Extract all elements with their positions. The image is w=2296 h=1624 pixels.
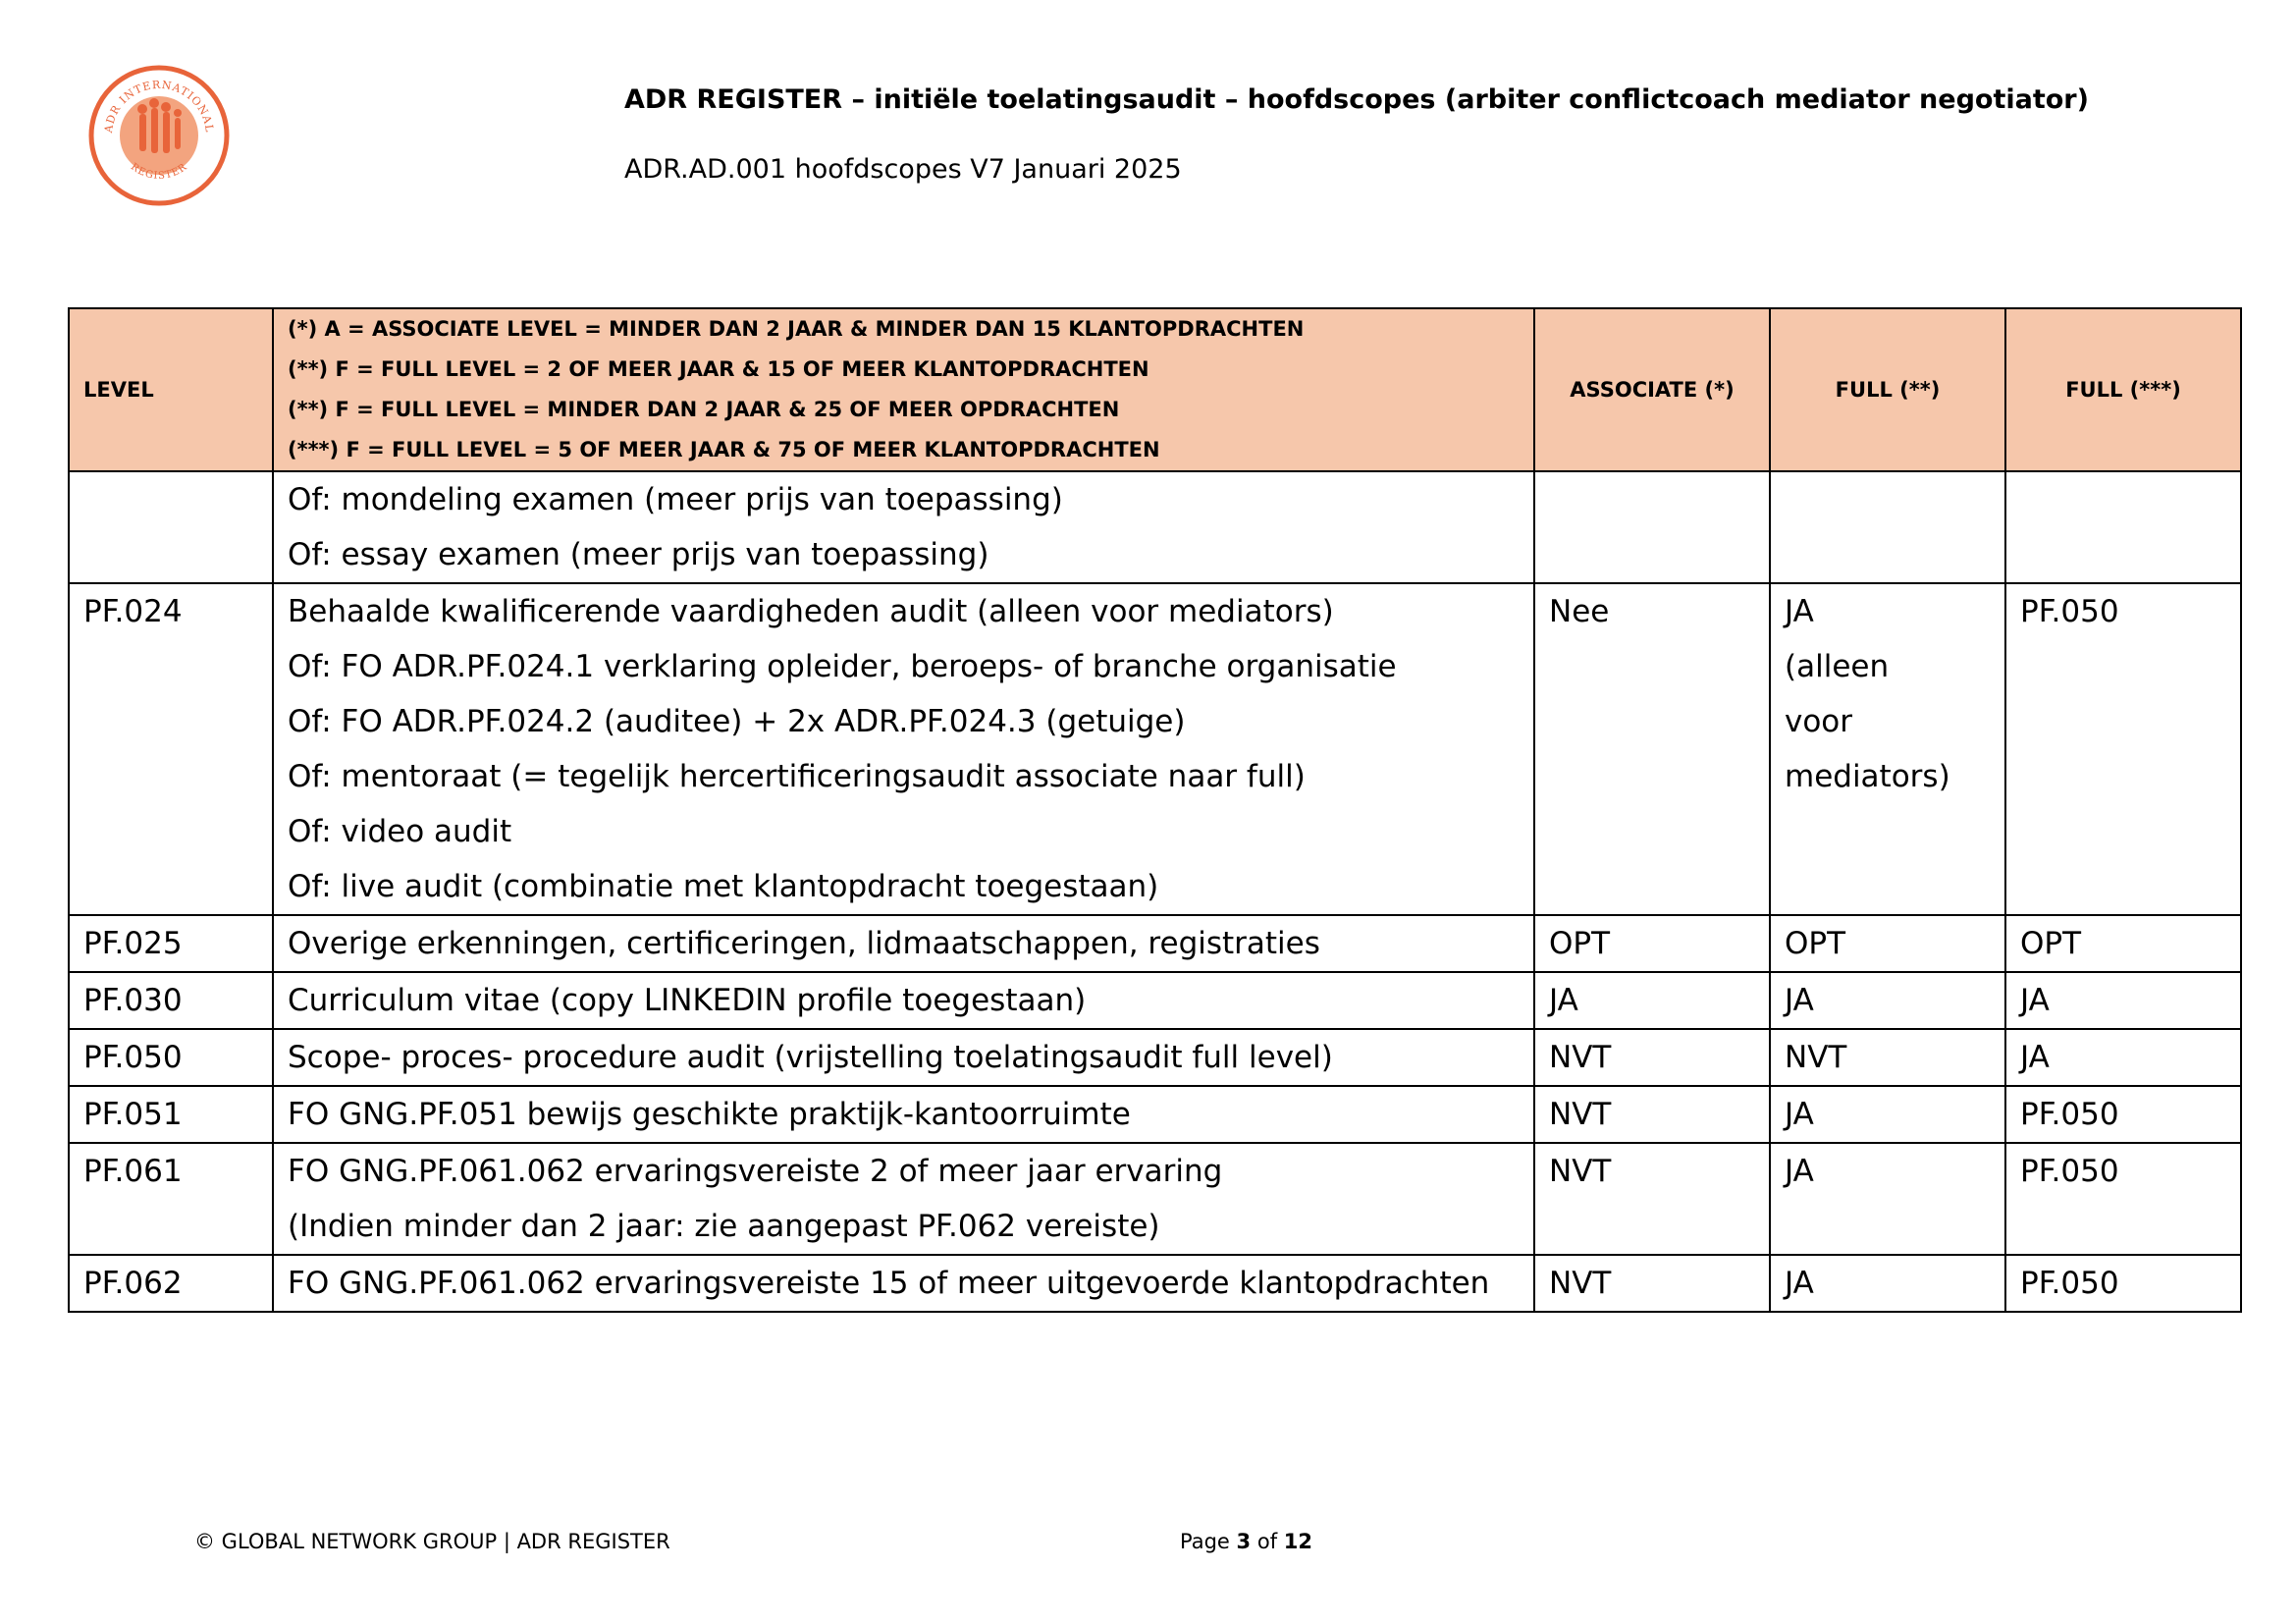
page-current: 3 (1236, 1530, 1252, 1553)
table-row (69, 1255, 2241, 1312)
logo-text-bottom: REGISTER (129, 161, 189, 182)
cell-level: PF.051 (69, 1086, 273, 1143)
cell-description: FO GNG.PF.061.062 ervaringsvereiste 15 of meer uitgevoerde klantopdrachten (273, 1255, 1534, 1312)
header-full-2: FULL (**) (1770, 308, 2005, 471)
description-line: Of: FO ADR.PF.024.2 (auditee) + 2x ADR.PF.024.3 (getuige) (288, 704, 1186, 739)
cell-full-2: JA (1770, 972, 2005, 1029)
logo-text-top: ADR INTERNATIONAL (101, 78, 217, 135)
cell-description (273, 1143, 1534, 1255)
legend-line: (**) F = FULL LEVEL = 2 OF MEER JAAR & 15 OF MEER KLANTOPDRACHTEN (288, 357, 1149, 381)
table-row (69, 1086, 2241, 1143)
cell-associate: NVT (1534, 1255, 1770, 1312)
table-row (69, 471, 2241, 583)
full-2-line: voor (1785, 704, 1853, 739)
cell-full-3: PF.050 (2005, 1255, 2241, 1312)
description-line: Of: essay examen (meer prijs van toepassing) (288, 537, 989, 572)
cell-full-3: JA (2005, 972, 2241, 1029)
cell-full-3: PF.050 (2005, 1143, 2241, 1255)
cell-level: PF.061 (69, 1143, 273, 1255)
cell-full-2: JA (1770, 1086, 2005, 1143)
table-row (69, 972, 2241, 1029)
cell-description: Overige erkenningen, certificeringen, lidmaatschappen, registraties (273, 915, 1534, 972)
cell-description: Scope- proces- procedure audit (vrijstelling toelatingsaudit full level) (273, 1029, 1534, 1086)
cell-full-3: OPT (2005, 915, 2241, 972)
cell-level: PF.025 (69, 915, 273, 972)
cell-full-2 (1770, 471, 2005, 583)
cell-associate: JA (1534, 972, 1770, 1029)
cell-description: Curriculum vitae (copy LINKEDIN profile toegestaan) (273, 972, 1534, 1029)
legend-line: (*) A = ASSOCIATE LEVEL = MINDER DAN 2 JAAR & MINDER DAN 15 KLANTOPDRACHTEN (288, 317, 1305, 341)
description-line: FO GNG.PF.061.062 ervaringsvereiste 2 of meer jaar ervaring (288, 1154, 1223, 1189)
description-line: Of: mentoraat (= tegelijk hercertificeringsaudit associate naar full) (288, 759, 1306, 794)
header-full-3: FULL (***) (2005, 308, 2241, 471)
page-total: 12 (1283, 1530, 1313, 1553)
cell-level: PF.050 (69, 1029, 273, 1086)
document-title: ADR REGISTER – initiële toelatingsaudit – hoofdscopes (arbiter conflictcoach mediator negotiator) (624, 84, 2089, 115)
document-subtitle: ADR.AD.001 hoofdscopes V7 Januari 2025 (624, 154, 1182, 185)
legend-line: (***) F = FULL LEVEL = 5 OF MEER JAAR & 75 OF MEER KLANTOPDRACHTEN (288, 438, 1160, 461)
description-line: Of: live audit (combinatie met klantopdracht toegestaan) (288, 869, 1159, 904)
cell-associate: NVT (1534, 1143, 1770, 1255)
full-2-line: mediators) (1785, 759, 1950, 794)
cell-level: PF.030 (69, 972, 273, 1029)
audit-requirements-table (68, 307, 2242, 1313)
description-line: Of: video audit (288, 814, 512, 849)
cell-associate: Nee (1534, 583, 1770, 915)
cell-description: FO GNG.PF.051 bewijs geschikte praktijk-kantoorruimte (273, 1086, 1534, 1143)
adr-international-register-logo (86, 63, 232, 208)
full-2-line: JA (1785, 594, 1814, 629)
cell-full-3: PF.050 (2005, 583, 2241, 915)
cell-level (69, 471, 273, 583)
table-header-row (69, 308, 2241, 471)
table-row (69, 1143, 2241, 1255)
cell-description (273, 471, 1534, 583)
description-line: Behaalde kwalificerende vaardigheden audit (alleen voor mediators) (288, 594, 1334, 629)
cell-full-2: JA (1770, 1143, 2005, 1255)
page-label: Page (1180, 1530, 1230, 1553)
header-level: LEVEL (69, 308, 273, 471)
footer-page-number (1180, 1530, 1312, 1553)
cell-level: PF.024 (69, 583, 273, 915)
cell-associate: NVT (1534, 1086, 1770, 1143)
table-row (69, 1029, 2241, 1086)
cell-full-2: OPT (1770, 915, 2005, 972)
full-2-line: (alleen (1785, 649, 1890, 684)
page-of: of (1256, 1530, 1278, 1553)
cell-full-3: JA (2005, 1029, 2241, 1086)
description-line: (Indien minder dan 2 jaar: zie aangepast PF.062 vereiste) (288, 1209, 1160, 1244)
legend-line: (**) F = FULL LEVEL = MINDER DAN 2 JAAR & 25 OF MEER OPDRACHTEN (288, 398, 1120, 421)
cell-full-3 (2005, 471, 2241, 583)
cell-associate: OPT (1534, 915, 1770, 972)
cell-level: PF.062 (69, 1255, 273, 1312)
table-row (69, 915, 2241, 972)
cell-associate: NVT (1534, 1029, 1770, 1086)
table-row (69, 583, 2241, 915)
description-line: Of: mondeling examen (meer prijs van toepassing) (288, 482, 1063, 517)
header-associate: ASSOCIATE (*) (1534, 308, 1770, 471)
cell-associate (1534, 471, 1770, 583)
cell-full-2: NVT (1770, 1029, 2005, 1086)
cell-full-3: PF.050 (2005, 1086, 2241, 1143)
description-line: Of: FO ADR.PF.024.1 verklaring opleider, beroeps- of branche organisatie (288, 649, 1397, 684)
header-legend (273, 308, 1534, 471)
cell-full-2: JA (1770, 1255, 2005, 1312)
cell-description (273, 583, 1534, 915)
cell-full-2 (1770, 583, 2005, 915)
footer-copyright: © GLOBAL NETWORK GROUP | ADR REGISTER (194, 1530, 670, 1553)
